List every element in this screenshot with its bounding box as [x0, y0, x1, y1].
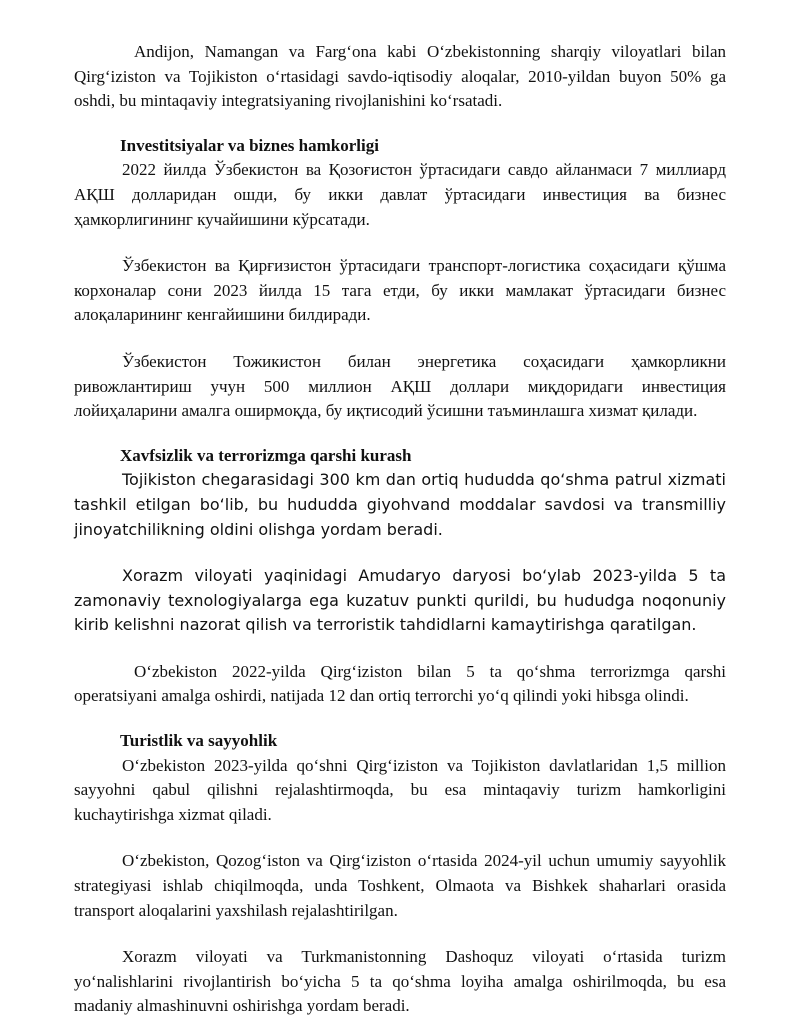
paragraph-khorezm-dashoguz: Xorazm viloyati va Turkmanistonning Dashoquz viloyati o‘rtasida turizm yo‘nalishlarini rivojlantirish bo‘yicha 5 ta qo‘shma loyiha amalga oshirilmoqda, bu esa madaniy almashinuvni oshirishga yordam beradi. — [74, 947, 726, 1016]
paragraph-joint-operations: O‘zbekiston 2022-yilda Qirg‘iziston bilan 5 ta qo‘shma terrorizmga qarshi operatsiyani amalga oshirdi, natijada 12 dan ortiq terrorchi yo‘q qilindi yoki hibsga olindi. — [74, 661, 726, 706]
paragraph-tourist-plan: O‘zbekiston 2023-yilda qo‘shni Qirg‘iziston va Tojikiston davlatlaridan 1,5 million sayyohni qabul qilishni rejalashtirmoqda, bu esa mintaqaviy turizm hamkorligini kuchaytirishga xizmat qiladi. — [74, 755, 726, 824]
heading-security: Xavfsizlik va terrorizmga qarshi kurash — [120, 445, 412, 465]
paragraph-uz-kg-logistics: Ўзбекистон ва Қирғизистон ўртасидаги транспорт-логистика соҳасидаги қўшма корхоналар сони 2023 йилда 15 тага етди, бу икки мамлакат ўртасидаги бизнес алоқаларининг кенгайишини билдиради. — [74, 256, 726, 325]
paragraph-tourism-strategy: O‘zbekiston, Qozog‘iston va Qirg‘iziston o‘rtasida 2024-yil uchun umumiy sayyohlik strategiyasi ishlab chiqilmoqda, unda Toshkent, Olmaota va Bishkek shaharlari orasida transport aloqalarini yaxshilash rejalashtirilgan. — [74, 851, 726, 920]
heading-tourism: Turistlik va sayyohlik — [120, 731, 278, 751]
paragraph-uz-tj-energy: Ўзбекистон Тожикистон билан энергетика соҳасидаги ҳамкорликни ривожлантириш учун 500 миллион АҚШ доллари миқдоридаги инвестиция лойиҳаларини амалга оширмоқда, бу иқтисодий ўсишни таъминлашга хизмат қилади. — [74, 351, 726, 421]
paragraph-border-patrol: Tojikiston chegarasidagi 300 km dan ortiq hududda qo‘shma patrul xizmati tashkil etilgan bo‘lib, bu hududda giyohvand moddalar savdosi va transmilliy jinoyatchilikning oldini olishga yordam beradi. — [74, 470, 726, 539]
paragraph-uz-kz-trade: 2022 йилда Ўзбекистон ва Қозоғистон ўртасидаги савдо айланмаси 7 миллиард АҚШ долларидан ошди, бу икки давлат ўртасидаги инвестиция ва бизнес ҳамкорлигининг кучайишини кўрсатади. — [74, 160, 726, 229]
paragraph-trade-growth: Andijon, Namangan va Farg‘ona kabi O‘zbekistonning sharqiy viloyatlari bilan Qirg‘iziston va Tojikiston o‘rtasidagi savdo-iqtisodiy aloqalar, 2010-yildan buyon 50% ga oshdi, bu mintaqaviy integratsiyaning rivojlanishini ko‘rsatadi. — [74, 42, 726, 111]
heading-investments: Investitsiyalar va biznes hamkorligi — [120, 135, 379, 155]
paragraph-amudarya-posts: Xorazm viloyati yaqinidagi Amudaryo daryosi bo‘ylab 2023-yilda 5 ta zamonaviy texnologiyalarga ega kuzatuv punkti qurildi, bu hududga noqonuniy kirib kelishni nazorat qilish va terroristik tahdidlarni kamaytirishga qaratilgan. — [74, 566, 726, 635]
